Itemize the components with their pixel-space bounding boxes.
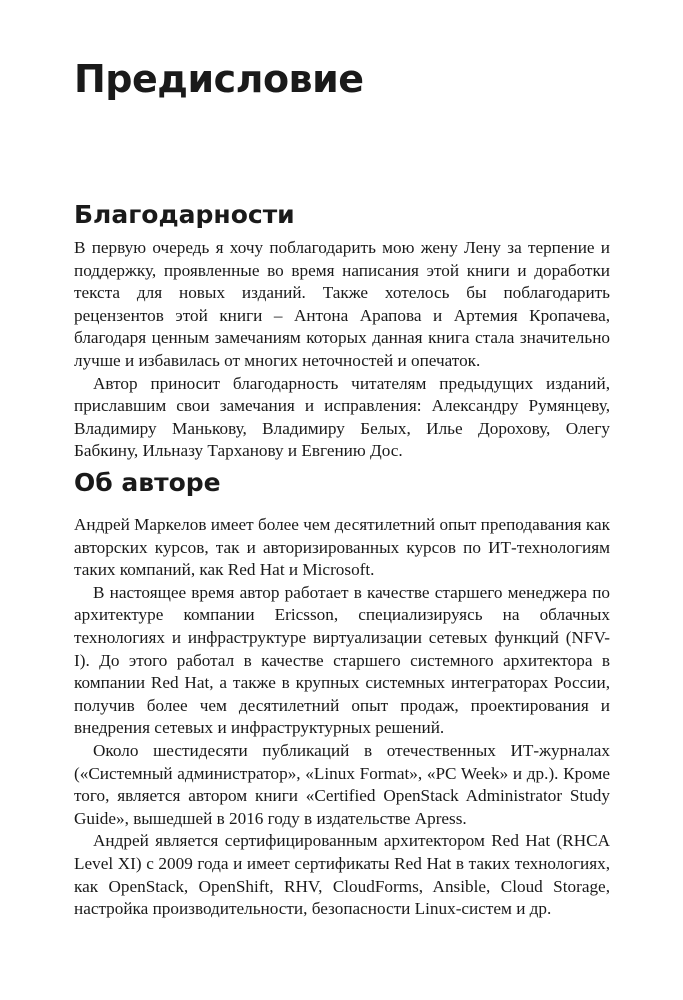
paragraph: В настоящее время автор работает в качестве старшего менеджера по архитектуре компании Ericsson, специализируясь на облачных технологиях и инфраструктуре виртуализации сетевых функций (NFV-I). До этого работал в качестве старшего системного архитектора в компании Red Hat, а также в крупных системных интеграторах России, получив более чем десятилетний опыт продаж, проектирования и внедрения сетевых и инфраструктурных решений. xyxy=(74,582,610,738)
chapter-title: Предисловие xyxy=(74,57,364,101)
about-author-body xyxy=(74,514,610,921)
paragraph: Около шестидесяти публикаций в отечественных ИТ-журналах («Системный администратор», «Linux Format», «PC Week» и др.). Кроме того, является автором книги «Certified OpenStack Administrator Study Guide», вышедшей в 2016 году в издательстве Apress. xyxy=(74,740,610,828)
acknowledgements-body xyxy=(74,237,610,463)
paragraph: Андрей Маркелов имеет более чем десятилетний опыт преподавания как авторских курсов, так и авторизированных курсов по ИТ-технологиям таких компаний, как Red Hat и Microsoft. xyxy=(74,515,610,580)
paragraph: В первую очередь я хочу поблагодарить мою жену Лену за терпение и поддержку, проявленные во время написания этой книги и доработки текста для новых изданий. Также хотелось бы поблагодарить рецензентов этой книги – Антона Арапова и Артемия Кропачева, благодаря ценным замечаниям которых данная книга стала значительно лучше и избавилась от многих неточностей и опечаток. xyxy=(74,238,610,370)
section-heading-about-author: Об авторе xyxy=(74,468,221,497)
section-heading-acknowledgements: Благодарности xyxy=(74,200,295,229)
paragraph: Автор приносит благодарность читателям предыдущих изданий, приславшим свои замечания и исправления: Александру Румянцеву, Владимиру Манькову, Владимиру Белых, Илье Дорохову, Олегу Бабкину, Ильназу Тарханову и Евгению Дос. xyxy=(74,373,610,461)
paragraph: Андрей является сертифицированным архитектором Red Hat (RHCA Level XI) с 2009 года и имеет сертификаты Red Hat в таких технологиях, как OpenStack, OpenShift, RHV, CloudForms, Ansible, Cloud Storage, настройка производительности, безопасности Linux-систем и др. xyxy=(74,831,610,919)
